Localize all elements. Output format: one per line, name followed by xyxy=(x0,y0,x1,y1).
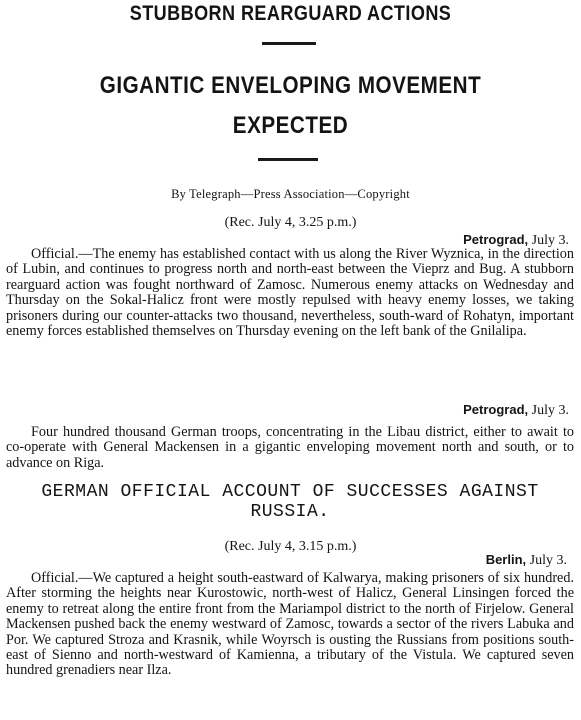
divider-middle xyxy=(258,158,318,161)
paragraph-3: Official.—We captured a height south-eastward of Kalwarya, making prisoners of six hundred. After storming the heights near Kurostowic, north-west of Halicz, General Linsingen forced the enemy to retreat along the entire front from the Mariampol district to the north of Firjelow. General Mackensen pushed back the enemy westward of Zamosc, towards a sector of the rivers Labuka and Por. We captured Stroza and Krasnik, while Woyrsch is ousting the Russians from positions south-east of Sienno and north-westward of Kamienna, a tributary of the Vistula. We captured seven hundred grenadiers near Ilza. xyxy=(6,570,574,679)
received-time-2: (Rec. July 4, 3.15 p.m.) xyxy=(224,539,357,554)
divider-top xyxy=(262,42,316,45)
dateline-1-place: Petrograd, xyxy=(463,232,529,247)
paragraph-2: Four hundred thousand German troops, concentrating in the Libau district, either to await to co-operate with General Mackensen in a gigantic enveloping movement north and south, or to advance on Riga. xyxy=(6,424,574,471)
headline-main-line-2: EXPECTED xyxy=(232,112,349,139)
dateline-3 xyxy=(486,552,567,569)
paragraph-1: Official.—The enemy has established contact with us along the River Wyznica, in the direction of Lubin, and continues to progress north and north-east between the Vieprz and Bug. A stubborn rearguard action was fought northward of Zamosc. Numerous enemy attacks on Wednesday and Thursday on the Sokal-Halicz front were mostly repulsed with heavy enemy losses, we taking prisoners during our counter-attacks two thousand, nevertheless, south-ward of Rohatyn, important enemy forces established themselves on Thursday evening on the left bank of the Gnilalipa. xyxy=(6,246,574,340)
dateline-1-date: July 3. xyxy=(531,233,569,248)
dateline-2 xyxy=(463,402,569,419)
dateline-3-place: Berlin, xyxy=(485,552,527,567)
dateline-2-place: Petrograd, xyxy=(463,402,529,417)
dateline-2-date: July 3. xyxy=(531,403,569,418)
subheadline: GERMAN OFFICIAL ACCOUNT OF SUCCESSES AGAINST RUSSIA. xyxy=(41,482,539,522)
byline: By Telegraph—Press Association—Copyright xyxy=(171,187,410,201)
headline-main-line-1: GIGANTIC ENVELOPING MOVEMENT xyxy=(99,72,482,99)
received-time-1: (Rec. July 4, 3.25 p.m.) xyxy=(224,215,357,230)
headline-top: STUBBORN REARGUARD ACTIONS xyxy=(129,2,452,25)
dateline-3-date: July 3. xyxy=(529,553,567,568)
